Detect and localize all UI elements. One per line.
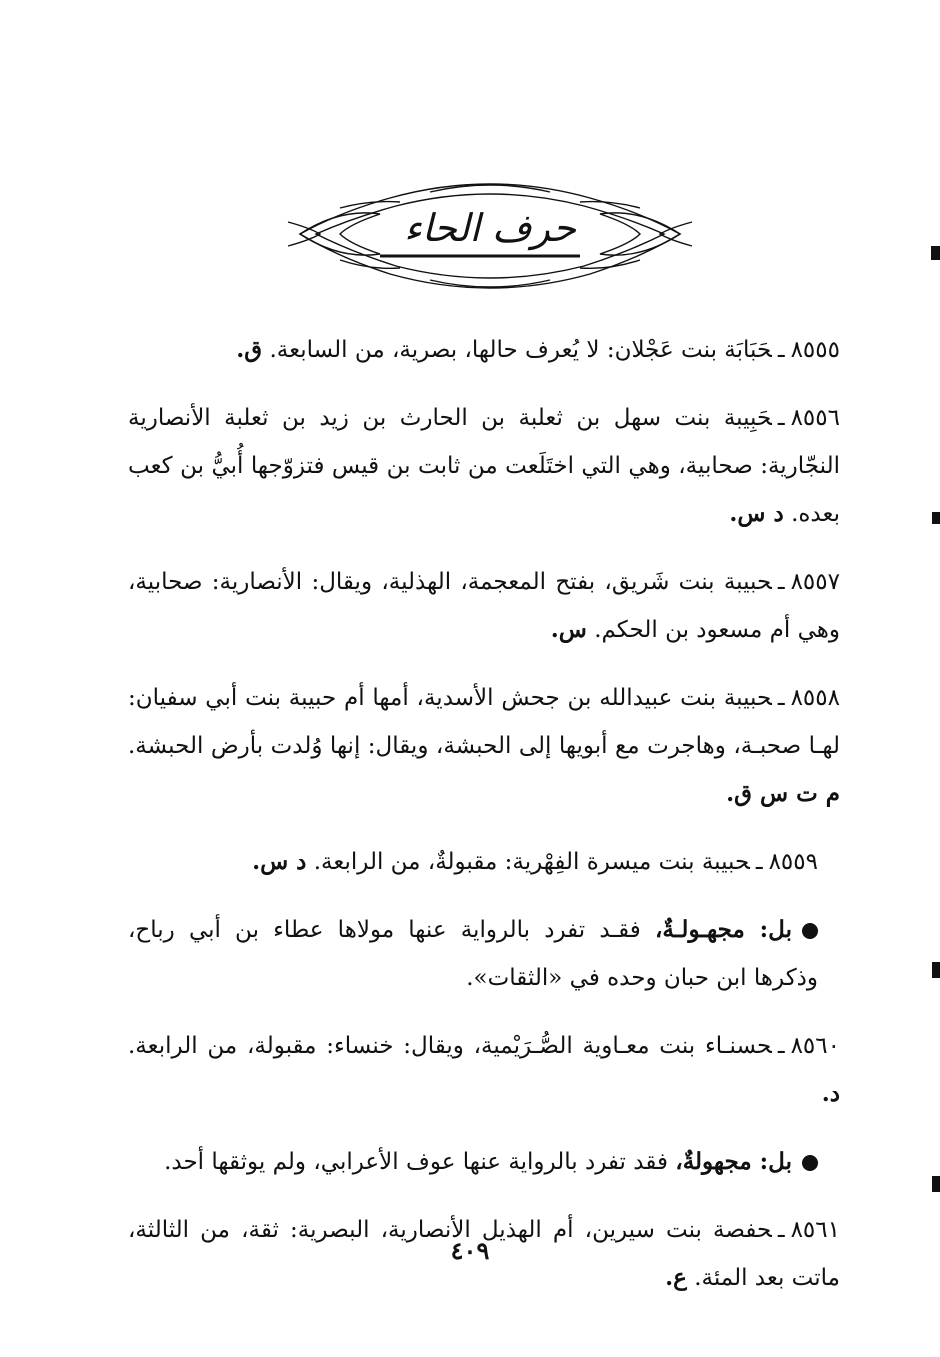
bullet-icon bbox=[802, 923, 818, 939]
entry-codes: د س. bbox=[729, 500, 784, 527]
edge-mark-3 bbox=[932, 962, 940, 978]
bullet-icon bbox=[802, 1155, 818, 1171]
entry-codes: د. bbox=[821, 1080, 840, 1107]
entry-codes: د س. bbox=[252, 848, 307, 875]
note-text: فقـد تفرد بالرواية عنها مولاها عطاء بن أبي رباح، وذكرها ابن حبان وحده في «الثقات». bbox=[128, 917, 818, 991]
entry-text: حبيبة بنت شَريق، بفتح المعجمة، الهذلية، ويقال: الأنصارية: صحابية، وهي أم مسعود بن الحكم. bbox=[128, 569, 840, 643]
entry-number: ٨٥٥٨ bbox=[790, 685, 840, 711]
entry-number: ٨٥٥٦ bbox=[790, 405, 840, 431]
entry-8555: ٨٥٥٥ـحَبَابَة بنت عَجْلان: لا يُعرف حالها، بصرية، من السابعة. ق. bbox=[236, 336, 840, 363]
entry-text: حَبِيبة بنت سهل بن ثعلبة بن الحارث بن زيد بن ثعلبة الأنصارية النجّارية: صحابية، وهي التي اختَلَعت من ثابت بن قيس فتزوّجها أُبيُّ بن كعب بعده. bbox=[128, 405, 840, 527]
entry-text: حفصة بنت سيرين، أم الهذيل الأنصارية، البصرية: ثقة، من الثالثة، ماتت بعد المئة. bbox=[128, 1217, 840, 1291]
entries-list bbox=[128, 326, 840, 1322]
entry-codes: س. bbox=[550, 616, 587, 643]
entry-text: حسنـاء بنت معـاوية الصُّـرَيْمية، ويقال: خنساء: مقبولة، من الرابعة. bbox=[128, 1033, 772, 1059]
entry-text: حبيبة بنت ميسرة الفِهْرية: مقبولةٌ، من الرابعة. bbox=[313, 849, 750, 875]
entry-8561: ٨٥٦١ـحفصة بنت سيرين، أم الهذيل الأنصارية، البصرية: ثقة، من الثالثة، ماتت بعد المئة. ع. bbox=[128, 1217, 840, 1291]
edge-mark-2 bbox=[932, 512, 940, 524]
entry-number: ٨٥٥٧ bbox=[790, 569, 840, 595]
note-lead: بل: مجهولةٌ، bbox=[675, 1148, 792, 1175]
editor-note-1 bbox=[128, 906, 840, 1002]
entry-8559: ٨٥٥٩ـحبيبة بنت ميسرة الفِهْرية: مقبولةٌ، من الرابعة. د س. bbox=[252, 848, 818, 875]
entry-codes: ع. bbox=[665, 1264, 687, 1291]
page-number: ٤٠٩ bbox=[450, 1236, 490, 1265]
entry-8557: ٨٥٥٧ـحبيبة بنت شَريق، بفتح المعجمة، الهذلية، ويقال: الأنصارية: صحابية، وهي أم مسعود بن الحكم. س. bbox=[128, 569, 840, 643]
entry-codes: م ت س ق. bbox=[726, 780, 840, 807]
editor-note-2 bbox=[128, 1138, 840, 1186]
entry-8560: ٨٥٦٠ـحسنـاء بنت معـاوية الصُّـرَيْمية، ويقال: خنساء: مقبولة، من الرابعة. د. bbox=[128, 1033, 840, 1107]
entry-number: ٨٥٦٠ bbox=[790, 1033, 840, 1059]
entry-codes: ق. bbox=[236, 336, 263, 363]
entry-number: ٨٥٦١ bbox=[790, 1217, 840, 1243]
entry-8558: ٨٥٥٨ـحبيبة بنت عبيدالله بن جحش الأسدية، أمها أم حبيبة بنت أبي سفيان: لهـا صحبـة، وهاجرت مع أبويها إلى الحبشة، ويقال: إنها وُلدت بأرض الحبشة. م ت س ق. bbox=[128, 685, 840, 807]
edge-mark-1 bbox=[931, 246, 940, 260]
entry-number: ٨٥٥٥ bbox=[790, 337, 840, 363]
section-header-ornament bbox=[280, 178, 700, 296]
entry-number: ٨٥٥٩ bbox=[768, 849, 818, 875]
note-lead: بل: مجهـولـةٌ، bbox=[654, 916, 792, 943]
section-title: حرف الحاء bbox=[403, 206, 577, 250]
note-text: فقد تفرد بالرواية عنها عوف الأعرابي، ولم يوثقها أحد. bbox=[164, 1149, 668, 1175]
entry-8556: ٨٥٥٦ـحَبِيبة بنت سهل بن ثعلبة بن الحارث بن زيد بن ثعلبة الأنصارية النجّارية: صحابية، وهي التي اختَلَعت من ثابت بن قيس فتزوّجها أُبيُّ بن كعب بعده. د س. bbox=[128, 405, 840, 527]
entry-text: حَبَابَة بنت عَجْلان: لا يُعرف حالها، بصرية، من السابعة. bbox=[269, 337, 772, 363]
edge-mark-4 bbox=[932, 1176, 940, 1192]
entry-text: حبيبة بنت عبيدالله بن جحش الأسدية، أمها أم حبيبة بنت أبي سفيان: لهـا صحبـة، وهاجرت مع أبويها إلى الحبشة، ويقال: إنها وُلدت بأرض الحبشة. bbox=[128, 685, 840, 759]
